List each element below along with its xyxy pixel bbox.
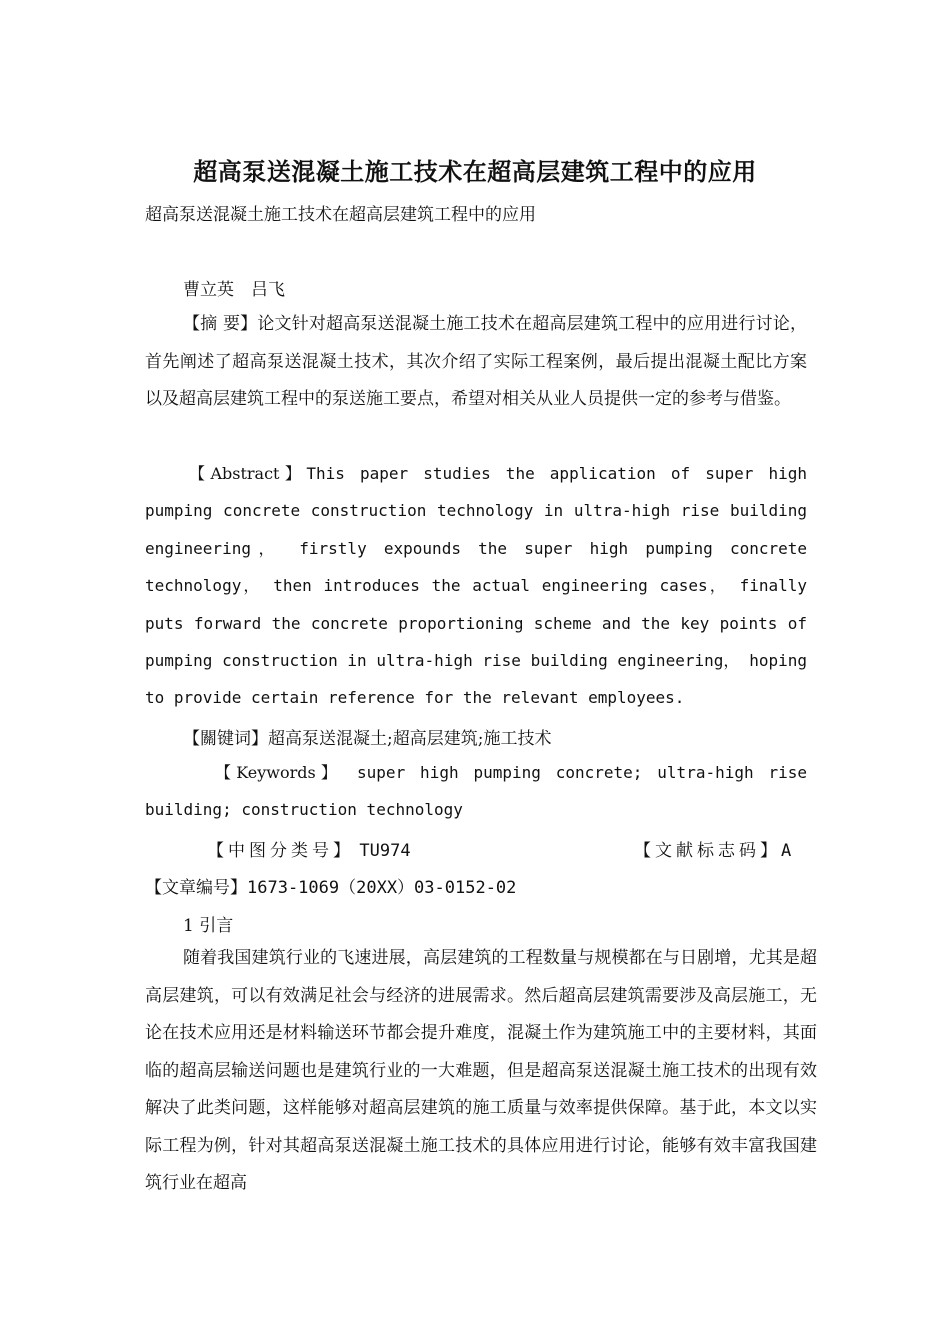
doc-code-line — [634, 836, 791, 861]
paper-title: 超高泵送混凝土施工技术在超高层建筑工程中的应用 — [193, 157, 757, 186]
paper-subtitle: 超高泵送混凝土施工技术在超高层建筑工程中的应用 — [145, 205, 536, 225]
clc-label: 【中图分类号】 — [207, 841, 354, 861]
article-no-line — [145, 873, 516, 898]
clc-line — [207, 836, 411, 861]
keywords-cn — [183, 724, 551, 749]
abstract-en — [145, 455, 807, 717]
doc-code-label: 【文献标志码】 — [634, 841, 781, 861]
doc-code-value: A — [781, 841, 792, 861]
abstract-en-label: 【Abstract】 — [189, 464, 307, 483]
abstract-en-text: This paper studies the application of super high pumping concrete construction technology in ultra-high rise building engineering， firstly expounds the super high pumping concrete technology， then introduces the actual engineering cases， finally puts forward the concrete proportioning scheme and the key points of pumping construction in ultra-high rise building engineering， hoping to provide certain reference for the relevant employees. — [145, 464, 807, 708]
article-no-label: 【文章编号】 — [145, 878, 247, 898]
keywords-cn-text: 超高泵送混凝土;超高层建筑;施工技术 — [268, 729, 552, 749]
abstract-cn-text: 论文针对超高泵送混凝土施工技术在超高层建筑工程中的应用进行讨论，首先阐述了超高泵送混凝土技术，其次介绍了实际工程案例，最后提出混凝土配比方案以及超高层建筑工程中的泵送施工要点，希望对相关从业人员提供一定的参考与借鉴。 — [145, 314, 808, 409]
clc-value: TU974 — [359, 841, 411, 861]
abstract-cn — [145, 306, 807, 419]
section-1-heading: 1 引言 — [183, 916, 234, 936]
article-no-value: 1673-1069（20XX）03-0152-02 — [247, 878, 517, 898]
keywords-en — [145, 754, 807, 829]
keywords-cn-label: 【關键词】 — [183, 729, 268, 749]
keywords-en-label: 【Keywords】 — [215, 763, 343, 782]
authors: 曹立英 吕飞 — [183, 280, 285, 300]
abstract-cn-label: 【摘 要】 — [183, 314, 258, 334]
section-1-body: 随着我国建筑行业的飞速进展，高层建筑的工程数量与规模都在与日剧增，尤其是超高层建筑，可以有效满足社会与经济的进展需求。然后超高层建筑需要涉及高层施工，无论在技术应用还是材料输送环节都会提升难度，混凝土作为建筑施工中的主要材料，其面临的超高层输送问题也是建筑行业的一大难题，但是超高泵送混凝土施工技术的出现有效解决了此类问题，这样能够对超高层建筑的施工质量与效率提供保障。基于此，本文以实际工程为例，针对其超高泵送混凝土施工技术的具体应用进行讨论，能够有效丰富我国建筑行业在超高 — [145, 948, 817, 1193]
keywords-en-text: super high pumping concrete; ultra-high rise building; construction technology — [145, 763, 808, 820]
